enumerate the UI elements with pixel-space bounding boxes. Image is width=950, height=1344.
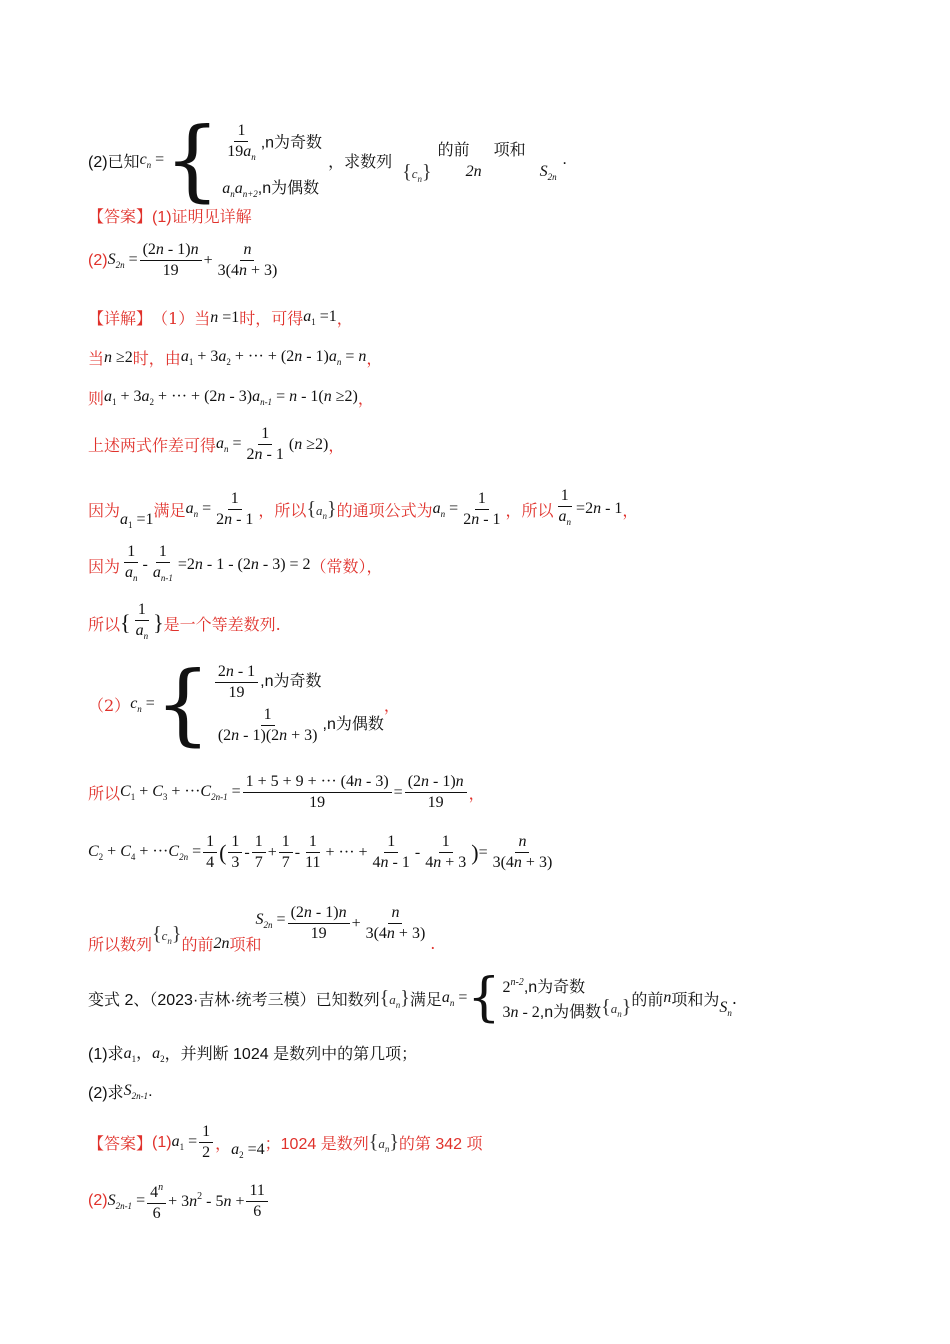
answer-line-1 [88, 204, 252, 227]
detail-text: 所以数列 [88, 935, 153, 954]
case-even-label: ,n为偶数 [322, 716, 384, 734]
variant-2-q1: (1)求 $a_1$，$a_2$ ，并判断 1024 是数列中的第几项； [88, 1040, 417, 1064]
case-even-label: ,n为偶数 [539, 1004, 602, 1021]
question-prefix: (2)已知 [88, 153, 140, 171]
detail-tag: 【详解】 [88, 309, 153, 328]
detail-text: 当 [88, 349, 105, 368]
variant-2-answer-2: (2) $S_{2n-1}$ = $\frac{4^n}{6}$ + $3n^2 - 5n$ + $\frac{11}{6}$ [88, 1178, 270, 1224]
question-text-2: 的前 [437, 141, 470, 159]
detail-line-6: 因为 $\frac{1}{a_n}$ - $\frac{1}{a_{n-1}}$ =2n - 1 - (2n - 3) = 2 （常数）， [88, 543, 383, 583]
sum-symbol: S [539, 162, 548, 180]
variant-title: 变式 2、（2023·吉林·统考三模）已知数列 [88, 991, 380, 1009]
answer-part-1: (1)证明见详解 [152, 209, 252, 226]
question-text-3: 项和 [493, 141, 526, 159]
detail-line-final: 所以数列 $\{c_n\}$ 的前 2n 项和 $S_{2n}$ = $\frac{(2n - 1)n}{19}$ + $\frac{n}{3(4n + 3)}$ . [88, 904, 436, 954]
variant-text-d: 项和为 [671, 991, 720, 1009]
answer-line-2: (2) $S_{2n}$ = $\frac{(2n - 1)n}{19}$ + $\frac{n}{3(4n + 3)}$ [88, 241, 278, 279]
answer-tag: 【答案】 [88, 209, 153, 226]
detail-text-c: ，所以 [258, 500, 307, 520]
answer-part-2-prefix: (2) [88, 251, 108, 269]
detail-text: （2） [88, 695, 131, 715]
variant-q2-prefix: (2)求 [88, 1085, 124, 1102]
variant-2-answer-1: 【答案】 (1) $a_1$ = $\frac{1}{2}$ ， $a_2 =4$ ；1024 是数列 $\{a_n\}$ 的第 342 项 [88, 1123, 483, 1161]
detail-text: 所以 [88, 784, 121, 803]
detail-part-2: （2） $c_n$ = { $\frac{2n - 1}{19}$ ,n为奇数 $\frac{1}{(2n - 1)(2n + 3)}$ ,n为偶数 ， [88, 652, 400, 755]
detail-text-d: 的通项公式为 [336, 500, 433, 520]
variant-2-question: 变式 2、（2023·吉林·统考三模）已知数列 $\{a_n\}$ 满足 $a_n$ = { 2$^{n-2}$,n为奇数 3n - 2,n为偶数 $\{a_n\}$ 的前 n 项和为 $S_n$ . [88, 968, 737, 1028]
case-even-label: ,n为偶数 [257, 180, 320, 197]
detail-text: 上述两式作差可得 [88, 436, 217, 455]
variant-q1-text: ，并判断 1024 是数列中的第几项； [164, 1045, 418, 1063]
answer-tag: 【答案】 [88, 1136, 153, 1153]
detail-text-b: 满足 [153, 500, 186, 520]
case-odd-label: ,n为奇数 [260, 134, 323, 152]
detail-text: 因为 [88, 556, 121, 576]
detail-line-3: 则 $a_1 + 3a_2$ + ··· + $(2n - 3)a_{n-1} = n - 1(n \ge 2)$ ， [88, 388, 374, 408]
detail-text: 则 [88, 389, 105, 408]
detail-text-b: 时，可得 [239, 309, 304, 328]
detail-line-even-sum: $C_2 + C_4 + \cdot\cdot\cdot C_{2n}$ = $\frac{1}{4}$ ( $\frac{1}{3}$ - $\frac{1}{7}$ + $\frac{1}{7}$ - $\frac{1}{11}$ + ··· + $\frac{1}{4n - 1}$ - $\frac{1}{4n + 3}$ ) = $\frac{n}{3(4n + 3)}$ [88, 833, 553, 871]
detail-text-b: 时，由 [132, 349, 181, 368]
detail-text-b: （常数）， [310, 556, 383, 576]
detail-text-b: 的前 [181, 935, 214, 954]
answer-part-1c: 的第 342 项 [398, 1136, 483, 1153]
variant-text: 满足 [409, 991, 442, 1009]
case-odd-label: ,n为奇数 [260, 673, 322, 691]
detail-line-7: 所以 { $\frac{1}{a_n}$ } 是一个等差数列. [88, 601, 281, 641]
answer-part-1: (1) [152, 1133, 172, 1151]
question-2n: 2n [465, 163, 482, 180]
detail-text-e: ，所以 [505, 500, 554, 520]
variant-text-c: 的前 [631, 991, 664, 1009]
detail-line-2: 当 n ≥2 时，由 $a_1 + 3a_2$ + ··· + $(2n - 1)a_n = n$ ， [88, 348, 383, 368]
detail-text: （1）当 [152, 309, 211, 328]
question-text: ，求数列 [328, 153, 393, 171]
detail-line-5: 因为 $a_1 =1$ 满足 $a_n$ = $\frac{1}{2n - 1}$ ，所以 $\{a_n\}$ 的通项公式为 $a_n$ = $\frac{1}{2n - 1}$ ，所以 $\frac{1}{a_n}$ =2n - 1 ， [88, 487, 639, 530]
detail-text-c: 项和 [229, 935, 262, 954]
detail-text: 因为 [88, 500, 121, 520]
answer-part-1b: ；1024 是数列 [264, 1136, 369, 1153]
question-part-2: (2)已知 $c_n$ = { $\frac{1}{19a_n}$ ,n为奇数 $a_na_{n+2},n$为偶数 ，求数列 $\{c_n\}$ 的前 2n 项和 $S_{2n}$ . [88, 108, 567, 211]
variant-2-q2: (2)求 $S_{2n-1}$ . [88, 1082, 153, 1102]
detail-text: 所以 [88, 614, 121, 634]
detail-line-1: 【详解】 （1）当 n =1 时，可得 $a_1 =1$ ， [88, 308, 353, 328]
detail-text-b: 是一个等差数列. [163, 614, 281, 634]
detail-line-4: 上述两式作差可得 $a_n$ = $\frac{1}{2n - 1}$ (n ≥2) ， [88, 425, 345, 463]
answer-part-2: (2) [88, 1192, 108, 1209]
detail-line-odd-sum: 所以 $C_1 + C_3 + \cdot\cdot\cdot C_{2n-1}$ = $\frac{1 + 5 + 9 + \cdot\cdot\cdot (4n - 3)}{19}$ = $\frac{(2n - 1)n}{19}$ ， [88, 773, 485, 811]
variant-q1-prefix: (1)求 [88, 1045, 124, 1063]
case-odd-label: ,n为奇数 [523, 979, 586, 996]
